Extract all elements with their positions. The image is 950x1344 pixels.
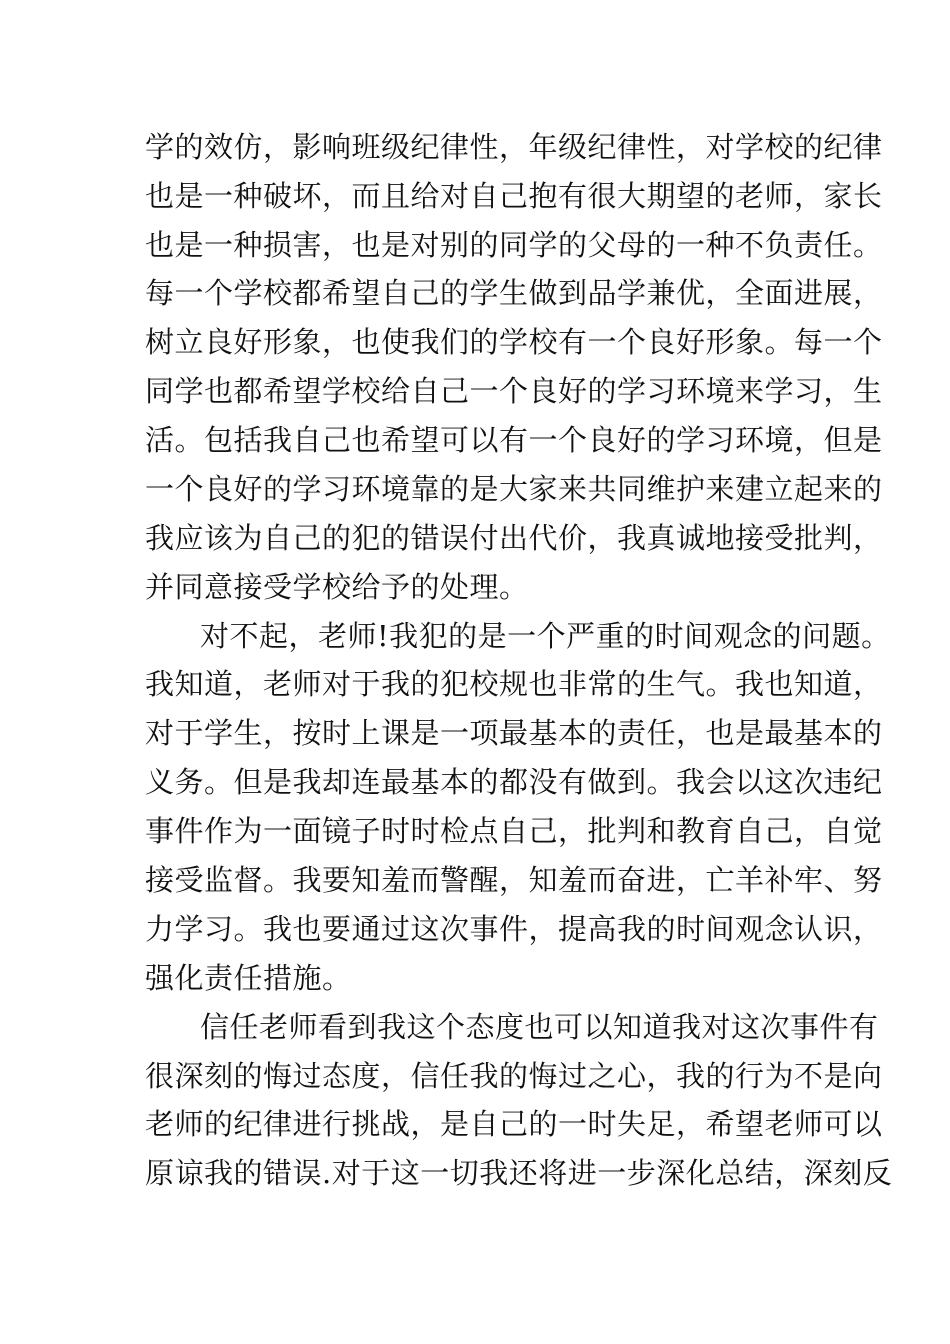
text-line: 接受监督。我要知羞而警醒，知羞而奋进，亡羊补牢、努 [145,863,883,897]
text-line: 每一个学校都希望自己的学生做到品学兼优，全面进展， [145,276,883,310]
text-line: 也是一种损害，也是对别的同学的父母的一种不负责任。 [145,228,883,262]
text-line: 活。包括我自己也希望可以有一个良好的学习环境，但是 [145,423,883,457]
text-line: 学的效仿，影响班级纪律性，年级纪律性，对学校的纪律 [145,130,883,164]
text-line: 强化责任措施。 [145,961,352,995]
text-line: 对于学生，按时上课是一项最基本的责任，也是最基本的 [145,716,883,750]
text-line: 事件作为一面镜子时时检点自己，批判和教育自己，自觉 [145,814,883,848]
paragraph-start-line: 对不起，老师!我犯的是一个严重的时间观念的问题。 [200,619,891,653]
text-line: 树立良好形象，也使我们的学校有一个良好形象。每一个 [145,325,883,359]
text-line: 力学习。我也要通过这次事件，提高我的时间观念认识， [145,912,883,946]
text-line: 义务。但是我却连最基本的都没有做到。我会以这次违纪 [145,765,883,799]
text-line: 老师的纪律进行挑战，是自己的一时失足，希望老师可以 [145,1107,883,1141]
paragraph-start-line: 信任老师看到我这个态度也可以知道我对这次事件有 [200,1010,879,1044]
text-line: 也是一种破坏，而且给对自己抱有很大期望的老师，家长 [145,179,883,213]
text-line: 很深刻的悔过态度，信任我的悔过之心，我的行为不是向 [145,1059,883,1093]
text-line: 我知道，老师对于我的犯校规也非常的生气。我也知道， [145,667,883,701]
text-line: 并同意接受学校给予的处理。 [145,570,529,604]
text-line: 我应该为自己的犯的错误付出代价，我真诚地接受批判， [145,521,883,555]
text-line: 同学也都希望学校给自己一个良好的学习环境来学习，生 [145,374,883,408]
text-line: 原谅我的错误.对于这一切我还将进一步深化总结，深刻反 [145,1156,893,1190]
text-line: 一个良好的学习环境靠的是大家来共同维护来建立起来的 [145,472,883,506]
